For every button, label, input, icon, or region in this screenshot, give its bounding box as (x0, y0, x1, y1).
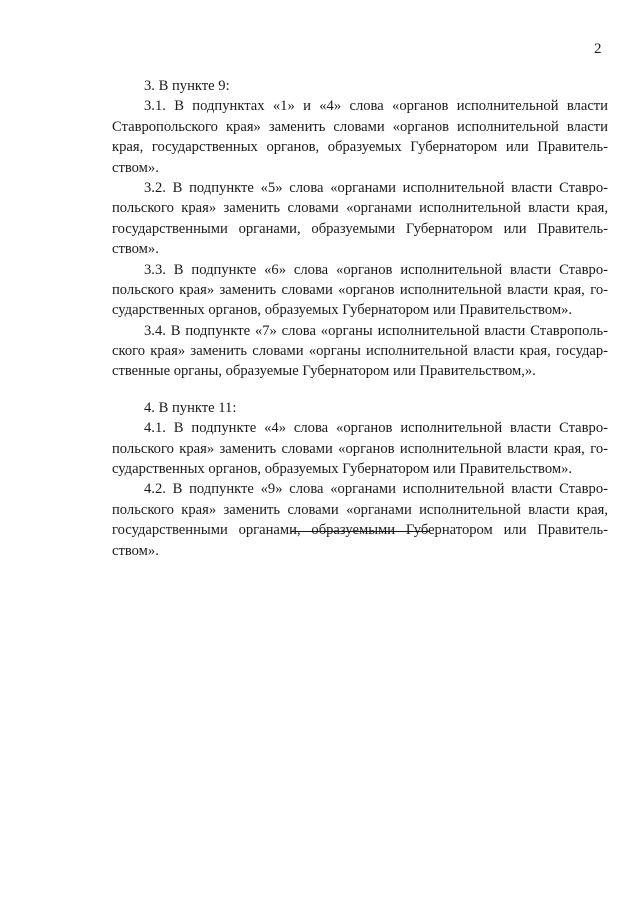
text-line: польского края» заменить словами «органов исполнительной власти края, го- (112, 281, 608, 298)
text-line: ством». (112, 542, 159, 559)
text-line: 3. В пункте 9: (144, 78, 230, 94)
text-line: сударственных органов, образуемых Губернатором или Правительством». (112, 461, 573, 478)
text-line: польского края» заменить словами «органов исполнительной власти края, го- (112, 440, 608, 457)
text-line: ского края» заменить словами «органы исполнительной власти края, государ- (112, 343, 608, 360)
text-line: края, государственных органов, образуемых Губернатором или Правитель- (112, 139, 608, 156)
document-body (112, 76, 608, 561)
text-line: польского края» заменить словами «органами исполнительной власти края, (112, 501, 608, 518)
text-line: ством». (112, 159, 159, 176)
text-line: польского края» заменить словами «органами исполнительной власти края, (112, 200, 608, 217)
text-line: государственными органами, образуемыми Губернатором или Правитель- (112, 522, 608, 539)
text-line: государственными органами, образуемыми Губернатором или Правитель- (112, 220, 608, 237)
text-line: ственные органы, образуемые Губернатором или Правительством,». (112, 363, 536, 380)
text-line: 3.2. В подпункте «5» слова «органами исполнительной власти Ставро- (144, 179, 608, 196)
text-line: 4.1. В подпункте «4» слова «органов исполнительной власти Ставро- (144, 420, 608, 437)
section-4 (112, 398, 608, 561)
text-line: ством». (112, 241, 159, 258)
text-line: Ставропольского края» заменить словами «органов исполнительной власти (112, 118, 608, 135)
text-line: 3.3. В подпункте «6» слова «органов исполнительной власти Ставро- (144, 261, 608, 278)
text-line: 3.4. В подпункте «7» слова «органы исполнительной власти Ставрополь- (144, 322, 608, 339)
text-line: 3.1. В подпунктах «1» и «4» слова «органов исполнительной власти (144, 98, 608, 115)
section-3 (112, 76, 608, 382)
text-line: 4.2. В подпункте «9» слова «органами исполнительной власти Ставро- (144, 481, 608, 498)
text-line: 4. В пункте 11: (144, 399, 237, 416)
end-of-text-rule (291, 531, 429, 532)
page-number: 2 (594, 41, 602, 57)
text-line: сударственных органов, образуемых Губернатором или Правительством». (112, 302, 573, 319)
section-gap (112, 382, 608, 398)
